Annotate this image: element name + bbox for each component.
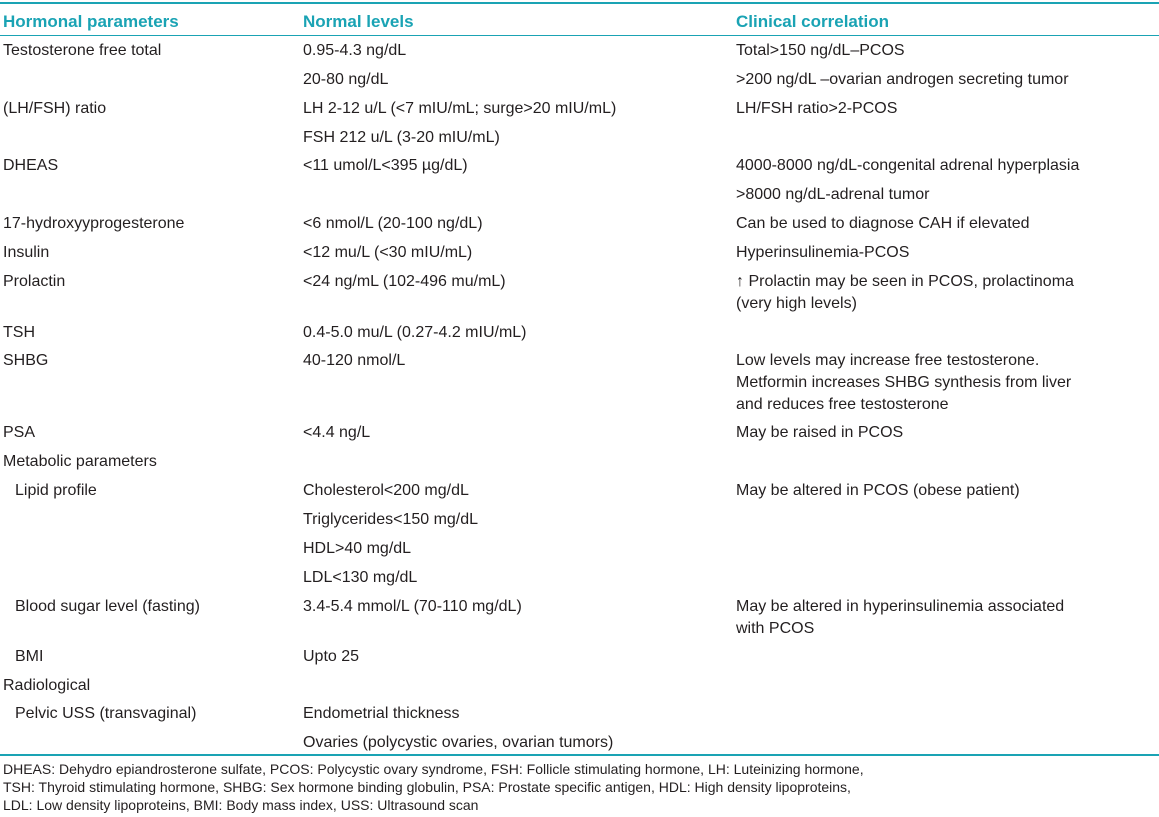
- normal-cell: <12 mu/L (<30 mIU/mL): [303, 244, 473, 261]
- normal-cell: Ovaries (polycystic ovaries, ovarian tumors): [303, 734, 614, 751]
- clinical-cell: Hyperinsulinemia-PCOS: [736, 244, 910, 261]
- normal-cell: LDL<130 mg/dL: [303, 569, 418, 586]
- parameter-cell: 17-hydroxyyprogesterone: [3, 215, 185, 232]
- parameter-cell: Testosterone free total: [3, 42, 162, 59]
- clinical-cell: Can be used to diagnose CAH if elevated: [736, 215, 1030, 232]
- section-heading: Radiological: [3, 677, 91, 694]
- normal-cell: Triglycerides<150 mg/dL: [303, 511, 479, 528]
- parameter-cell: Prolactin: [3, 273, 66, 290]
- clinical-cell-line-2: (very high levels): [736, 295, 857, 312]
- parameter-cell: Lipid profile: [15, 482, 97, 499]
- clinical-cell-line-3: and reduces free testosterone: [736, 396, 949, 413]
- footnote-line: TSH: Thyroid stimulating hormone, SHBG: Sex hormone binding globulin, PSA: Prostate specific antigen, HDL: High density lipoproteins,: [3, 779, 851, 795]
- normal-cell: <6 nmol/L (20-100 ng/dL): [303, 215, 483, 232]
- normal-cell: <24 ng/mL (102-496 mu/mL): [303, 273, 506, 290]
- normal-cell: Upto 25: [303, 648, 360, 665]
- normal-cell: 20-80 ng/dL: [303, 71, 389, 88]
- normal-cell: Endometrial thickness: [303, 705, 460, 722]
- normal-cell: FSH 212 u/L (3-20 mIU/mL): [303, 129, 500, 146]
- clinical-cell-line-2: Metformin increases SHBG synthesis from liver: [736, 374, 1072, 391]
- parameter-cell: Pelvic USS (transvaginal): [15, 705, 197, 722]
- clinical-cell: 4000-8000 ng/dL-congenital adrenal hyperplasia: [736, 157, 1080, 174]
- clinical-cell: May be altered in PCOS (obese patient): [736, 482, 1020, 499]
- header-hormonal-parameters: Hormonal parameters: [3, 12, 179, 31]
- table-top-rule: [0, 2, 1159, 4]
- clinical-cell: >8000 ng/dL-adrenal tumor: [736, 186, 930, 203]
- normal-cell: LH 2-12 u/L (<7 mIU/mL; surge>20 mIU/mL): [303, 100, 617, 117]
- parameter-cell: TSH: [3, 324, 35, 341]
- header-clinical-correlation: Clinical correlation: [736, 12, 890, 31]
- parameter-cell: (LH/FSH) ratio: [3, 100, 107, 117]
- clinical-cell: ↑ Prolactin may be seen in PCOS, prolactinoma: [736, 273, 1074, 290]
- section-heading: Metabolic parameters: [3, 453, 157, 470]
- footnote-line: LDL: Low density lipoproteins, BMI: Body mass index, USS: Ultrasound scan: [3, 797, 479, 813]
- clinical-cell: May be raised in PCOS: [736, 424, 904, 441]
- parameter-cell: Insulin: [3, 244, 50, 261]
- normal-cell: 0.4-5.0 mu/L (0.27-4.2 mIU/mL): [303, 324, 527, 341]
- header-normal-levels: Normal levels: [303, 12, 414, 31]
- normal-cell: <4.4 ng/L: [303, 424, 371, 441]
- clinical-cell: LH/FSH ratio>2-PCOS: [736, 100, 898, 117]
- parameter-cell: Blood sugar level (fasting): [15, 598, 200, 615]
- clinical-cell: Low levels may increase free testosterone.: [736, 352, 1040, 369]
- clinical-cell: >200 ng/dL –ovarian androgen secreting tumor: [736, 71, 1069, 88]
- parameter-cell: SHBG: [3, 352, 49, 369]
- parameter-cell: BMI: [15, 648, 44, 665]
- normal-cell: 0.95-4.3 ng/dL: [303, 42, 407, 59]
- clinical-cell-line-2: with PCOS: [736, 620, 815, 637]
- clinical-cell: Total>150 ng/dL–PCOS: [736, 42, 905, 59]
- parameter-cell: DHEAS: [3, 157, 59, 174]
- normal-cell: 3.4-5.4 mmol/L (70-110 mg/dL): [303, 598, 522, 615]
- footnote-line: DHEAS: Dehydro epiandrosterone sulfate, PCOS: Polycystic ovary syndrome, FSH: Follicle stimulating hormone, LH: Luteinizing hormone,: [3, 761, 864, 777]
- table-bottom-rule: [0, 754, 1159, 756]
- parameter-cell: PSA: [3, 424, 36, 441]
- normal-cell: <11 umol/L<395 µg/dL): [303, 157, 468, 174]
- header-rule: [0, 35, 1159, 36]
- clinical-cell: May be altered in hyperinsulinemia associated: [736, 598, 1065, 615]
- normal-cell: HDL>40 mg/dL: [303, 540, 412, 557]
- normal-cell: 40-120 nmol/L: [303, 352, 406, 369]
- normal-cell: Cholesterol<200 mg/dL: [303, 482, 469, 499]
